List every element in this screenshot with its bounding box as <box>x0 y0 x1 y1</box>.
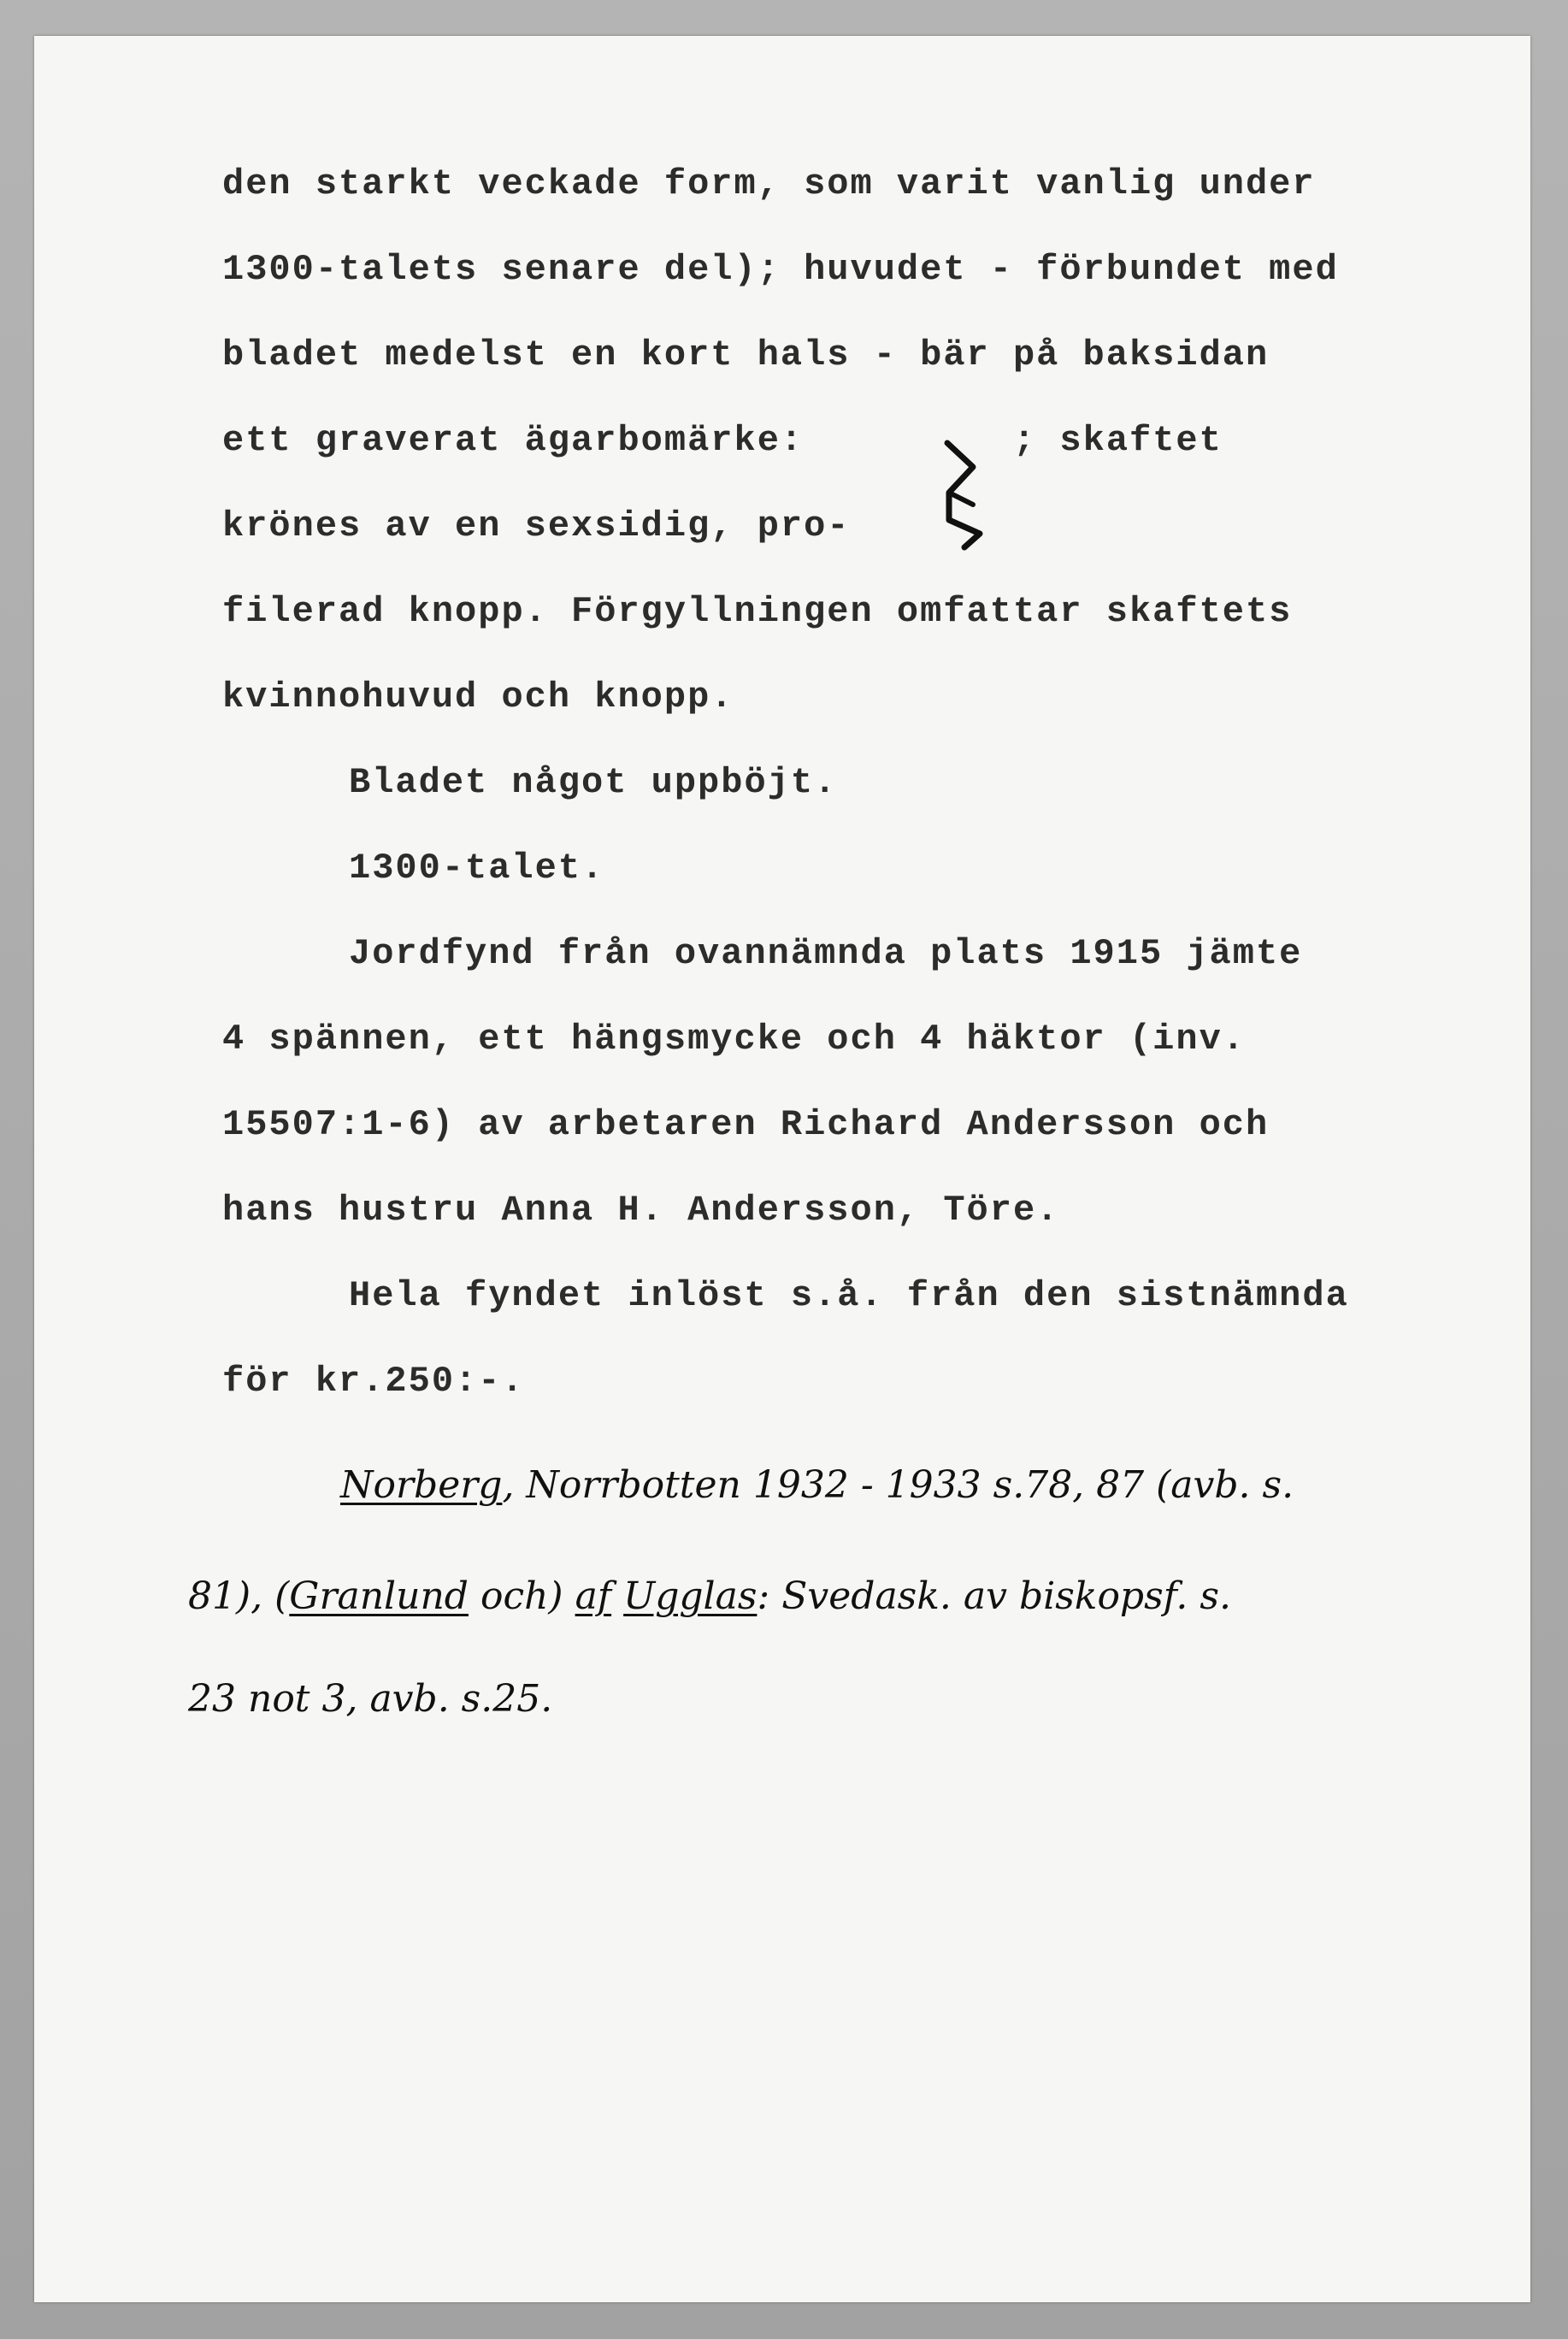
handwritten-reference-line-3: 23 not 3, avb. s.25. <box>188 1677 553 1721</box>
typed-line: för kr.250:-. <box>222 1361 525 1402</box>
typed-line: 1300-talets senare del); huvudet - förbundet med <box>222 249 1339 290</box>
owner-mark-icon <box>930 438 990 558</box>
typed-line: ett graverat ägarbomärke: <box>222 420 805 461</box>
typed-line: bladet medelst en kort hals - bär på baksidan <box>222 334 1270 375</box>
typed-line: 1300-talet. <box>349 848 605 889</box>
typed-line: hans hustru Anna H. Andersson, Töre. <box>222 1190 1060 1231</box>
handwritten-text: och) <box>468 1574 575 1618</box>
handwritten-author: Norberg <box>340 1463 503 1507</box>
handwritten-text <box>611 1574 623 1618</box>
handwritten-author: Ugglas <box>623 1574 757 1618</box>
typed-line: filerad knopp. Förgyllningen omfattar skaftets <box>222 591 1293 632</box>
handwritten-reference-line-2 <box>188 1574 1231 1620</box>
typed-line: Bladet något uppböjt. <box>349 762 838 803</box>
typed-line: 15507:1-6) av arbetaren Richard Andersson och <box>222 1104 1270 1145</box>
typed-line: kvinnohuvud och knopp. <box>222 676 734 718</box>
typed-line: 4 spännen, ett hängsmycke och 4 häktor (inv. <box>222 1019 1246 1060</box>
document-page <box>34 36 1530 2302</box>
handwritten-reference-line-1 <box>340 1462 1294 1509</box>
handwritten-text: 81), ( <box>188 1574 290 1618</box>
handwritten-text: , Norrbotten 1932 - 1933 s.78, 87 (avb. s. <box>502 1463 1294 1507</box>
typed-line: krönes av en sexsidig, pro- <box>222 505 851 546</box>
handwritten-author: Granlund <box>289 1574 469 1618</box>
handwritten-author: af <box>575 1574 612 1618</box>
typed-line: den starkt veckade form, som varit vanlig under <box>222 163 1316 204</box>
handwritten-text: : Svedask. av biskopsf. s. <box>757 1574 1231 1618</box>
typed-line: Jordfynd från ovannämnda plats 1915 jämte <box>349 933 1303 974</box>
typed-line: ; skaftet <box>1013 420 1223 461</box>
typed-line: Hela fyndet inlöst s.å. från den sistnämnda <box>349 1275 1349 1316</box>
